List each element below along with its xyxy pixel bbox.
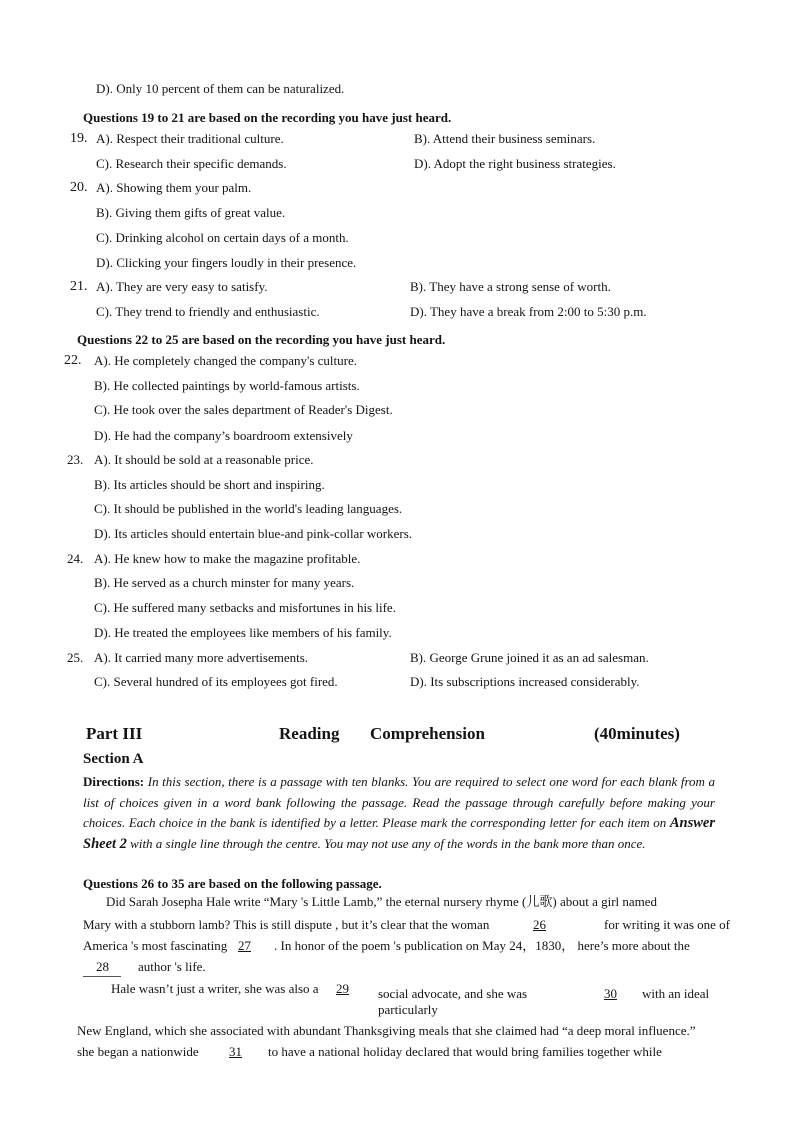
directions xyxy=(83,772,715,854)
blank-28-line xyxy=(83,976,121,977)
option-d: D). He treated the employees like members of his family. xyxy=(94,625,392,640)
option-c: C). He took over the sales department of Reader's Digest. xyxy=(94,402,393,417)
directions-label: Directions: xyxy=(83,774,145,789)
option-a: A). It should be sold at a reasonable price. xyxy=(94,452,314,467)
option-d: D). Its subscriptions increased considerably. xyxy=(410,674,640,689)
option-a: A). It carried many more advertisements. xyxy=(94,650,309,665)
passage-line: New England, which she associated with abundant Thanksgiving meals that she claimed had “a deep moral influence.” xyxy=(77,1023,696,1038)
option-c: C). He suffered many setbacks and misfortunes in his life. xyxy=(94,600,396,615)
passage-line: Did Sarah Josepha Hale write “Mary 's Little Lamb,” the eternal nursery rhyme (儿歌) about a girl named xyxy=(106,894,658,909)
option-a: A). He completely changed the company's culture. xyxy=(94,353,357,368)
passage-line: social advocate, and she was xyxy=(378,986,528,1001)
question-number: 22. xyxy=(64,353,82,368)
passage-line: particularly xyxy=(378,1002,438,1017)
part-time: (40minutes) xyxy=(594,724,680,743)
option-b: B). Giving them gifts of great value. xyxy=(96,205,286,220)
part-title-reading: Reading xyxy=(279,724,340,743)
part-label: Part III xyxy=(86,724,143,743)
question-number: 24. xyxy=(67,551,84,566)
passage-line: Mary with a stubborn lamb? This is still dispute , but it’s clear that the woman xyxy=(83,917,490,932)
option-c: C). It should be published in the world's leading languages. xyxy=(94,501,403,516)
option-b: B). George Grune joined it as an ad salesman. xyxy=(410,650,649,665)
option-b: B). Its articles should be short and inspiring. xyxy=(94,477,325,492)
option-d: D). He had the company’s boardroom extensively xyxy=(94,428,353,443)
blank-30: 30 xyxy=(604,986,617,1001)
passage-line: Hale wasn’t just a writer, she was also a xyxy=(111,981,319,996)
option-a: A). He knew how to make the magazine profitable. xyxy=(94,551,361,566)
passage-line: author 's life. xyxy=(138,959,206,974)
option-d: D). Clicking your fingers loudly in their presence. xyxy=(96,255,357,270)
blank-28: 28 xyxy=(96,959,109,974)
question-number: 21. xyxy=(70,279,88,294)
section-title: Section A xyxy=(83,751,144,767)
question-number: 19. xyxy=(70,131,88,146)
blank-26: 26 xyxy=(533,917,546,932)
option-d: D). Its articles should entertain blue-and pink-collar workers. xyxy=(94,526,413,541)
section-heading-19-21: Questions 19 to 21 are based on the recording you have just heard. xyxy=(83,110,452,125)
option-a: A). Showing them your palm. xyxy=(96,180,252,195)
option-c: C). Drinking alcohol on certain days of a month. xyxy=(96,230,349,245)
answer-sheet: Answer Sheet 2 xyxy=(83,815,715,852)
blank-27: 27 xyxy=(238,938,251,953)
question-number: 20. xyxy=(70,180,88,195)
passage-heading: Questions 26 to 35 are based on the following passage. xyxy=(83,876,382,891)
option-a: A). They are very easy to satisfy. xyxy=(96,279,268,294)
passage-line: with an ideal xyxy=(642,986,710,1001)
part-title-comprehension: Comprehension xyxy=(370,724,485,743)
option-b: B). He collected paintings by world-famous artists. xyxy=(94,378,360,393)
option-d: D). Adopt the right business strategies. xyxy=(414,156,616,171)
option-b: B). They have a strong sense of worth. xyxy=(410,279,611,294)
passage-line: for writing it was one of xyxy=(604,917,731,932)
q18-option-d: D). Only 10 percent of them can be naturalized. xyxy=(96,81,345,96)
passage-line: to have a national holiday declared that would bring families together while xyxy=(268,1044,662,1059)
directions-text-2: with a single line through the centre. You may not use any of the words in the bank more than once. xyxy=(130,835,646,851)
option-b: B). Attend their business seminars. xyxy=(414,131,596,146)
passage-line: she began a nationwide xyxy=(77,1044,199,1059)
option-b: B). He served as a church minster for many years. xyxy=(94,575,355,590)
section-heading-22-25: Questions 22 to 25 are based on the recording you have just heard. xyxy=(77,332,446,347)
option-d: D). They have a break from 2:00 to 5:30 p.m. xyxy=(410,304,647,319)
question-number: 25. xyxy=(67,650,84,665)
question-number: 23. xyxy=(67,452,84,467)
blank-31: 31 xyxy=(229,1044,242,1059)
option-c: C). They trend to friendly and enthusiastic. xyxy=(96,304,320,319)
blank-29: 29 xyxy=(336,981,349,996)
passage-line: America 's most fascinating xyxy=(83,938,228,953)
directions-text-1: In this section, there is a passage with ten blanks. You are required to select one word for each blank from a list of choices given in a word bank following the passage. Read the passage through carefully before making your choices. Each choice in the bank is identified by a letter. Please mark the corresponding letter for each item on xyxy=(83,774,715,830)
option-c: C). Several hundred of its employees got fired. xyxy=(94,674,338,689)
passage-line: . In honor of the poem 's publication on May 24，1830， here’s more about the xyxy=(274,938,690,953)
option-a: A). Respect their traditional culture. xyxy=(96,131,284,146)
option-c: C). Research their specific demands. xyxy=(96,156,287,171)
